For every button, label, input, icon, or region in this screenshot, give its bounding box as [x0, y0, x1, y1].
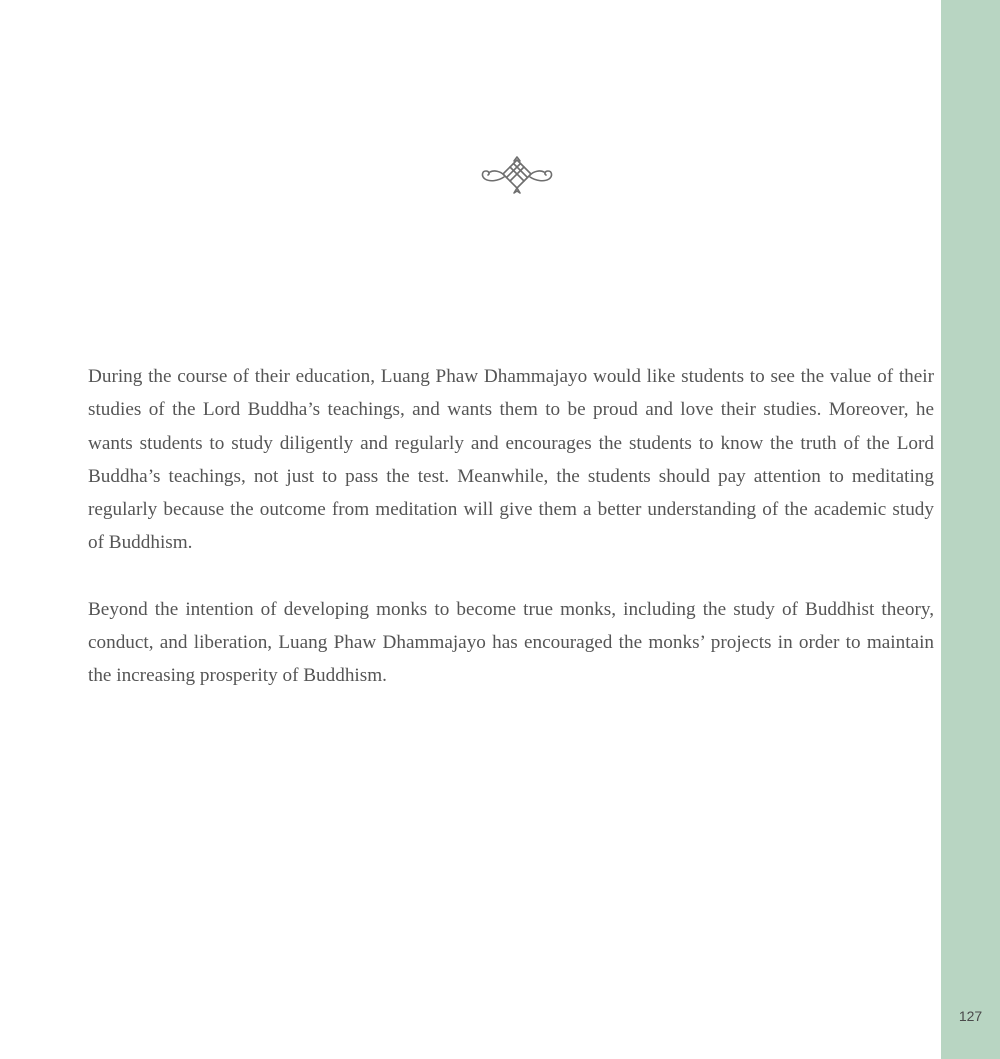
side-color-band [941, 0, 1000, 1059]
page-number: 127 [958, 1008, 983, 1024]
knot-ornament-icon [478, 155, 556, 197]
paragraph-2: Beyond the intention of developing monks to become true monks, including the study of Buddhist theory, conduct, and liberation, Luang Phaw Dhammajayo has encouraged the monks’ projects in order to maintain the increasing prosperity of Buddhism. [88, 598, 934, 687]
body-text [88, 360, 934, 693]
paragraph-1: During the course of their education, Luang Phaw Dhammajayo would like students to see the value of their studies of the Lord Buddha’s teachings, and wants them to be proud and love their studies. Moreover, he wants students to study diligently and regularly and encourages the students to know the truth of the Lord Buddha’s teachings, not just to pass the test. Meanwhile, the students should pay attention to meditating regularly because the outcome from meditation will give them a better understanding of the academic study of Buddhism. [88, 366, 934, 554]
